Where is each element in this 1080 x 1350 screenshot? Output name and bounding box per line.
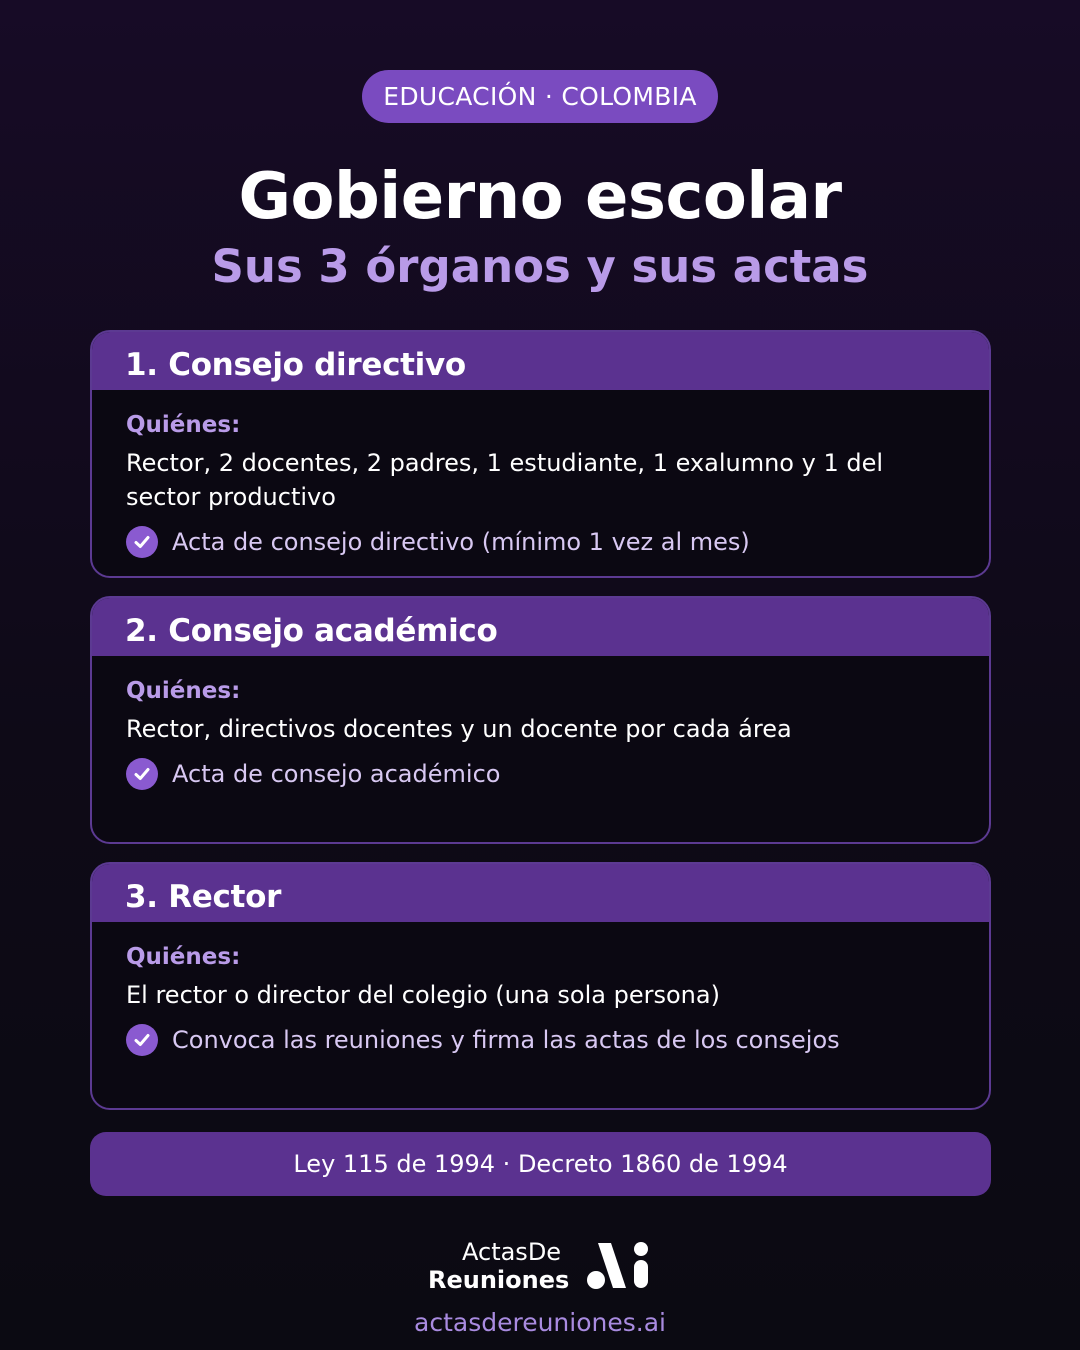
- card-heading: 3. Rector: [92, 864, 989, 922]
- card-rector: [90, 862, 991, 1110]
- acta-text: Acta de consejo directivo (mínimo 1 vez al mes): [172, 528, 750, 556]
- logo-text-line1: ActasDe: [462, 1238, 562, 1266]
- card-consejo-academico: [90, 596, 991, 844]
- check-circle-icon: [126, 1024, 158, 1056]
- website-link[interactable]: actasdereuniones.ai: [414, 1308, 666, 1337]
- acta-row: [126, 758, 955, 790]
- acta-row: [126, 526, 955, 558]
- acta-row: [126, 1024, 955, 1056]
- who-text: Rector, directivos docentes y un docente por cada área: [126, 715, 792, 743]
- card-heading: 1. Consejo directivo: [92, 332, 989, 390]
- card-heading: 2. Consejo académico: [92, 598, 989, 656]
- page-subtitle: Sus 3 órganos y sus actas: [211, 240, 869, 293]
- acta-text: Acta de consejo académico: [172, 760, 501, 788]
- page-title: Gobierno escolar: [238, 160, 842, 234]
- who-label: Quiénes:: [126, 678, 241, 704]
- logo-text-line2: Reuniones: [428, 1266, 570, 1294]
- card-consejo-directivo: [90, 330, 991, 578]
- check-circle-icon: [126, 758, 158, 790]
- check-circle-icon: [126, 526, 158, 558]
- who-text: Rector, 2 docentes, 2 padres, 1 estudiante, 1 exalumno y 1 del sector productivo: [126, 449, 884, 511]
- category-tag: EDUCACIÓN · COLOMBIA: [362, 70, 718, 123]
- who-text: El rector o director del colegio (una sola persona): [126, 981, 720, 1009]
- brand-logo[interactable]: [428, 1236, 658, 1300]
- who-label: Quiénes:: [126, 412, 241, 438]
- ai-logo-icon: [584, 1240, 650, 1292]
- law-reference-banner: Ley 115 de 1994 · Decreto 1860 de 1994: [90, 1132, 991, 1196]
- acta-text: Convoca las reuniones y firma las actas de los consejos: [172, 1026, 840, 1054]
- who-label: Quiénes:: [126, 944, 241, 970]
